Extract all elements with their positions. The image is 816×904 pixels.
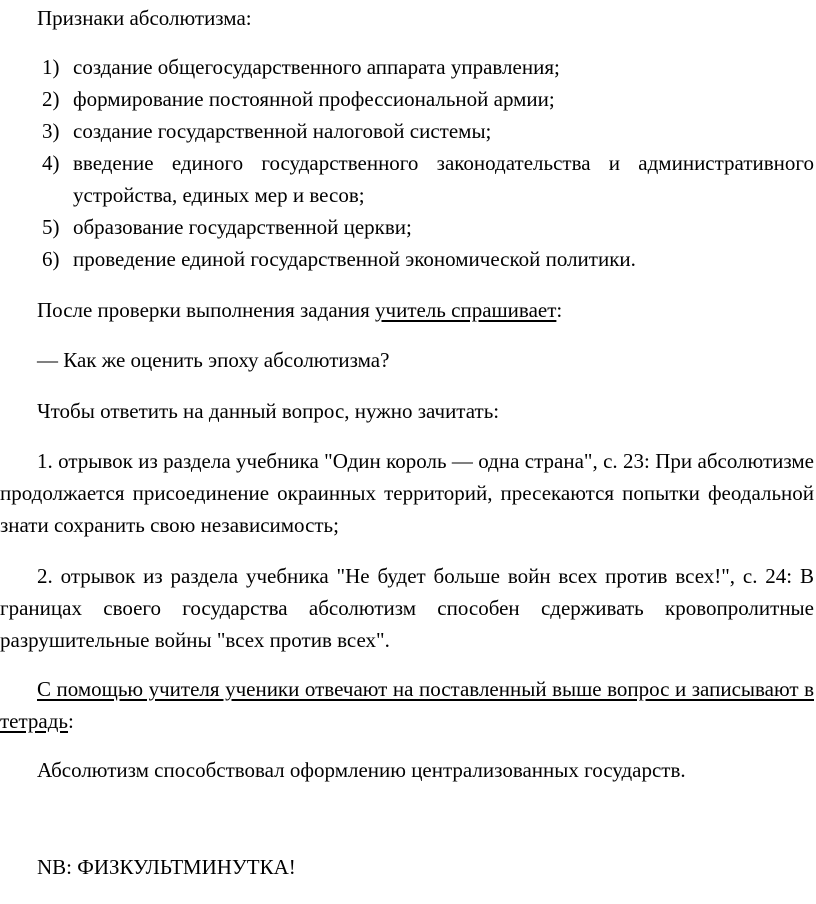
list-item-text: проведение единой государственной экономической политики. bbox=[73, 247, 636, 271]
signs-heading: Признаки абсолютизма: bbox=[37, 6, 252, 30]
list-item bbox=[0, 211, 814, 243]
question-paragraph: — Как же оценить эпоху абсолютизма? bbox=[37, 348, 390, 372]
list-item-number: 1) bbox=[42, 55, 60, 79]
to-answer-paragraph: Чтобы ответить на данный вопрос, нужно зачитать: bbox=[37, 399, 500, 423]
list-item-number: 4) bbox=[42, 151, 60, 175]
conclusion-paragraph: Абсолютизм способствовал оформлению централизованных государств. bbox=[37, 758, 686, 782]
students-task-paragraph bbox=[0, 673, 814, 737]
list-item-text: создание государственной налоговой системы; bbox=[73, 119, 492, 143]
list-item-number: 2) bbox=[42, 87, 60, 111]
after-check-prefix: После проверки выполнения задания bbox=[37, 298, 376, 322]
list-item-number: 3) bbox=[42, 119, 60, 143]
teacher-asks-underlined: учитель спрашивает bbox=[375, 298, 557, 322]
after-check-suffix: : bbox=[556, 298, 563, 322]
signs-list bbox=[0, 51, 814, 275]
list-item-number: 5) bbox=[42, 215, 60, 239]
list-item bbox=[0, 147, 814, 211]
students-task-suffix: : bbox=[68, 709, 74, 733]
list-item-number: 6) bbox=[42, 247, 60, 271]
list-item bbox=[0, 243, 814, 275]
list-item-text: введение единого государственного законодательства и административного устройства, единых мер и весов; bbox=[73, 151, 814, 207]
excerpt-1-paragraph: 1. отрывок из раздела учебника "Один король — одна страна", с. 23: При абсолютизме продолжается присоединение окраинных территорий, пресекаются попытки феодальной знати сохранить свою независимость; bbox=[0, 449, 814, 537]
list-item-text: образование государственной церкви; bbox=[73, 215, 412, 239]
nb-paragraph: NB: ФИЗКУЛЬТМИНУТКА! bbox=[37, 855, 296, 879]
list-item bbox=[0, 51, 814, 83]
list-item bbox=[0, 115, 814, 147]
excerpt-2-paragraph: 2. отрывок из раздела учебника "Не будет больше войн всех против всех!", с. 24: В границах своего государства абсолютизм способен сдерживать кровопролитные разрушительные войны "всех против всех". bbox=[0, 564, 814, 652]
list-item-text: создание общегосударственного аппарата управления; bbox=[73, 55, 560, 79]
after-check-paragraph bbox=[37, 294, 814, 326]
students-task-underlined: С помощью учителя ученики отвечают на поставленный выше вопрос и записывают в тетрадь bbox=[0, 677, 814, 733]
list-item bbox=[0, 83, 814, 115]
list-item-text: формирование постоянной профессиональной армии; bbox=[73, 87, 555, 111]
